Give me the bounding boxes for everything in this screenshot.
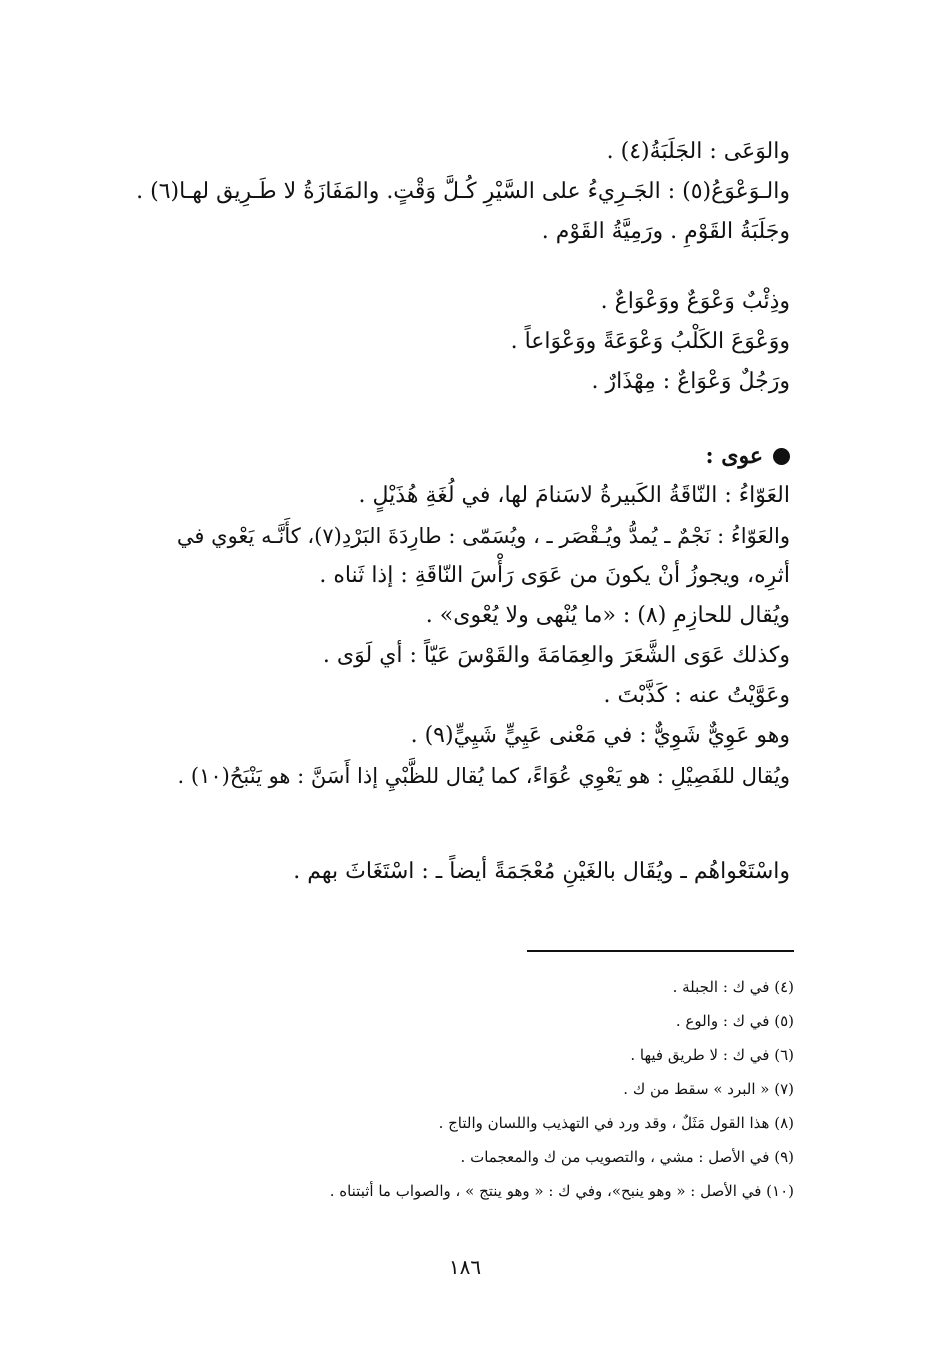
text-line: ورَجُلٌ وَعْوَاعٌ : مِهْذَارٌ . <box>591 369 790 394</box>
section-heading-text: عوى : <box>705 443 763 469</box>
text-line: واسْتَعْواهُم ـ ويُقَال بالغَيْنِ مُعْجَمَةً أيضاً ـ : اسْتَغَاثَ بهم . <box>293 859 790 884</box>
text-line: وذِئْبٌ وَعْوَعٌ ووَعْوَاعٌ . <box>600 289 790 314</box>
text-line: العَوّاءُ : النّاقَةُ الكَبيرةُ لاسَنامَ لها، في لُغَةِ هُذَيْلٍ . <box>358 483 790 508</box>
section-entry <box>72 436 790 796</box>
footnote: (٩) في الأصل : مشي ، والتصويب من ك والمعجمات . <box>460 1148 794 1166</box>
footnote: (٥) في ك : والوع . <box>675 1012 794 1030</box>
footnote: (٧) « البرد » سقط من ك . <box>623 1080 794 1098</box>
text-line: وجَلَبَةُ القَوْمِ . ورَمِيَّةُ القَوْم . <box>541 219 790 244</box>
footnote-divider <box>527 950 794 952</box>
page-number: ١٨٦ <box>448 1255 482 1279</box>
text-line: وكذلك عَوَى الشَّعَرَ والعِمَامَةَ والقَوْسَ عَيّاً : أي لَوَى . <box>322 643 790 668</box>
text-line: ويُقال للحازِمِ (٨) : «ما يُنْهى ولا يُعْوى» . <box>425 603 790 628</box>
text-line: والعَوّاءُ : نَجْمٌ ـ يُمدُّ ويُـقْصَر ـ ، ويُسَمّى : طارِدَةَ البَرْدِ(٧)، كأَنَّـه يَعْوي في <box>176 524 790 548</box>
paragraph-group-middle <box>72 282 790 402</box>
footnote: (٦) في ك : لا طريق فيها . <box>630 1046 794 1064</box>
text-line: ويُقال للفَصِيْلِ : هو يَعْوِي عُوَاءً، كما يُقال للظَّبْيِ إذا أَسَنَّ : هو يَنْبَحُ(١٠) . <box>177 764 790 788</box>
closing-paragraph <box>72 852 790 892</box>
text-line: ووَعْوَعَ الكَلْبُ وَعْوَعَةً ووَعْوَاعاً . <box>510 329 790 354</box>
footnote: (٤) في ك : الجبلة . <box>672 978 794 996</box>
footnotes <box>200 970 794 1208</box>
bullet-icon <box>773 448 790 465</box>
text-line: وعَوَّيْتُ عنه : كَذَّبْتَ . <box>603 683 790 708</box>
text-line: والـوَعْوَعُ(٥) : الجَـرِيءُ على السَّيْرِ كُـلَّ وَقْتٍ. والمَفَازَةُ لا طَـرِيق لهـا(٦) . <box>136 179 790 204</box>
footnote: (١٠) في الأصل : « وهو ينبح»، وفي ك : « وهو ينتج » ، والصواب ما أثبتناه . <box>329 1182 794 1200</box>
text-line: أثرِه، ويجوزُ أنْ يكونَ من عَوَى رَأْسَ النّاقَةِ : إذا ثَناه . <box>319 563 790 588</box>
footnote: (٨) هذا القول مَثَلٌ ، وقد ورد في التهذيب واللسان والتاج . <box>438 1114 794 1132</box>
text-line: وهو عَوِيٌّ شَوِيٌّ : في مَعْنى عَيِيٍّ شَيِيٍّ(٩) . <box>410 723 790 748</box>
section-heading <box>72 436 790 476</box>
paragraph-group-top <box>72 132 790 252</box>
text-line: والوَعَى : الجَلَبَةُ(٤) . <box>606 139 790 164</box>
